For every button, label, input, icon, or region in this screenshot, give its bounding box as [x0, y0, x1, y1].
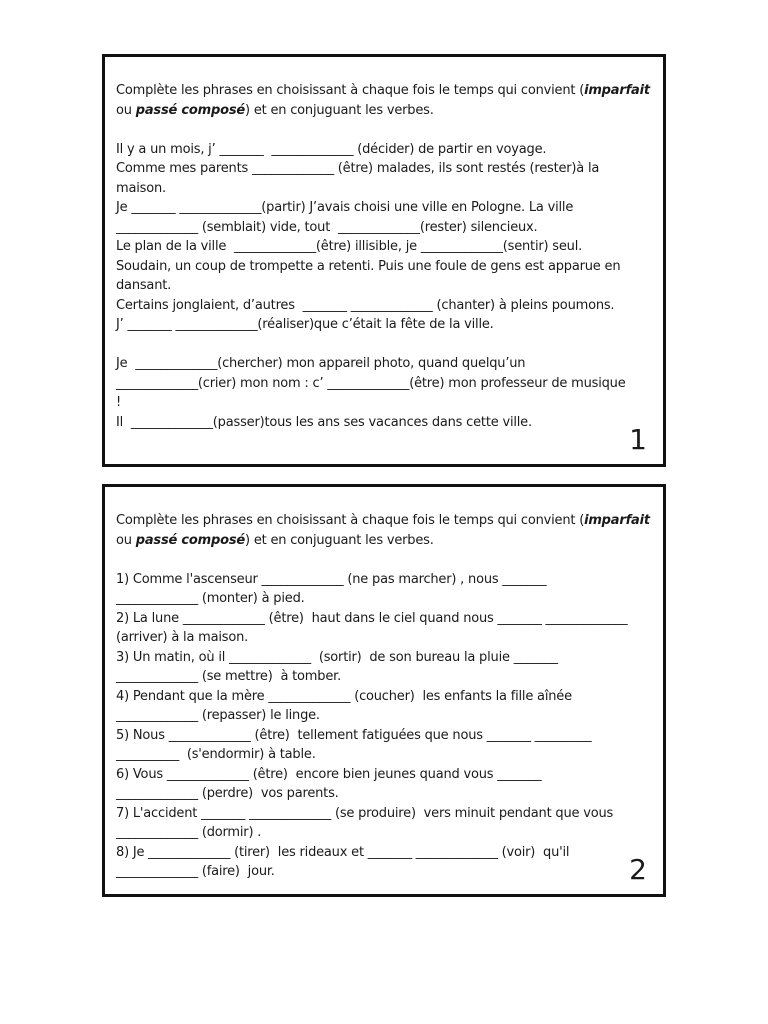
instruction-term-imparfait: imparfait: [584, 513, 650, 528]
card-number: 2: [629, 853, 647, 886]
instruction-term-imparfait: imparfait: [584, 83, 650, 98]
exercise-line: [116, 120, 656, 140]
exercise-line: Certains jonglaient, d’autres _______ _____________ (chanter) à pleins poumons.: [116, 297, 615, 313]
instruction-text: Complète les phrases en choisissant à chaque fois le temps qui convient (: [116, 513, 585, 528]
instruction-line-1: [116, 511, 656, 531]
exercise-line: !: [116, 395, 122, 410]
instruction-term-passe-compose: passé composé: [135, 532, 246, 548]
exercise-line: _____________(crier) mon nom : c’ _____________(être) mon professeur de musique: [116, 375, 626, 391]
exercise-line: 8) Je _____________ (tirer) les rideaux et _______ _____________ (voir) qu'il: [116, 844, 570, 860]
card-number: 1: [629, 423, 647, 456]
exercise-line: _____________ (monter) à pied.: [116, 591, 305, 606]
instruction-line-2: [116, 531, 656, 551]
instruction-line-2: [116, 101, 656, 121]
exercise-line: dansant.: [116, 278, 172, 293]
exercise-line: _____________ (perdre) vos parents.: [116, 786, 339, 801]
exercise-line: 5) Nous _____________ (être) tellement fatiguées que nous _______ _________: [116, 727, 592, 743]
exercise-line: [116, 550, 656, 570]
exercise-line: Soudain, un coup de trompette a retenti. Puis une foule de gens est apparue en: [116, 258, 621, 274]
exercise-line: _____________ (repasser) le linge.: [116, 708, 320, 723]
exercise-line: Je _______ _____________(partir) J’avais choisi une ville en Pologne. La ville: [116, 200, 574, 215]
instruction-line-1: [116, 81, 656, 101]
instruction-text: ) et en conjuguant les verbes.: [245, 102, 434, 118]
exercise-line: Il y a un mois, j’ _______ _____________ (décider) de partir en voyage.: [116, 141, 547, 157]
exercise-lines: [116, 120, 656, 432]
instruction-text: ou: [116, 102, 136, 118]
exercise-line: Il _____________(passer)tous les ans ses vacances dans cette ville.: [116, 414, 532, 430]
exercise-line: Je _____________(chercher) mon appareil photo, quand quelqu’un: [116, 356, 526, 371]
exercise-line: Comme mes parents _____________ (être) malades, ils sont restés (rester)à la: [116, 161, 600, 176]
exercise-line: 2) La lune _____________ (être) haut dans le ciel quand nous _______ _____________: [116, 610, 628, 626]
instruction-term-passe-compose: passé composé: [135, 102, 246, 118]
exercise-line: 3) Un matin, où il _____________ (sortir) de son bureau la pluie _______: [116, 649, 558, 665]
instruction-text: ou: [116, 532, 136, 548]
instruction-text: ) et en conjuguant les verbes.: [245, 532, 434, 548]
exercise-text: [116, 511, 656, 886]
exercise-line: _____________ (faire) jour.: [116, 864, 275, 879]
exercise-line: 7) L'accident _______ _____________ (se produire) vers minuit pendant que vous: [116, 805, 614, 821]
exercise-card-2: [102, 484, 666, 897]
exercise-line: Le plan de la ville _____________(être) illisible, je _____________(sentir) seul.: [116, 239, 583, 254]
exercise-text: [116, 81, 656, 432]
exercise-line: __________ (s'endormir) à table.: [116, 747, 316, 762]
exercise-line: _____________ (se mettre) à tomber.: [116, 669, 342, 684]
exercise-line: [116, 335, 656, 355]
exercise-card-1: [102, 54, 666, 467]
exercise-line: 1) Comme l'ascenseur _____________ (ne pas marcher) , nous _______: [116, 571, 547, 587]
exercise-lines: [116, 550, 656, 886]
exercise-line: _____________ (semblait) vide, tout _____________(rester) silencieux.: [116, 219, 538, 235]
exercise-line: J’ _______ _____________(réaliser)que c’était la fête de la ville.: [116, 317, 494, 332]
exercise-line: _____________ (dormir) .: [116, 825, 262, 840]
exercise-line: (arriver) à la maison.: [116, 630, 249, 645]
exercise-line: 4) Pendant que la mère _____________ (coucher) les enfants la fille aînée: [116, 688, 572, 704]
exercise-line: maison.: [116, 180, 166, 196]
exercise-line: 6) Vous _____________ (être) encore bien jeunes quand vous _______: [116, 766, 542, 782]
instruction-text: Complète les phrases en choisissant à chaque fois le temps qui convient (: [116, 83, 585, 98]
